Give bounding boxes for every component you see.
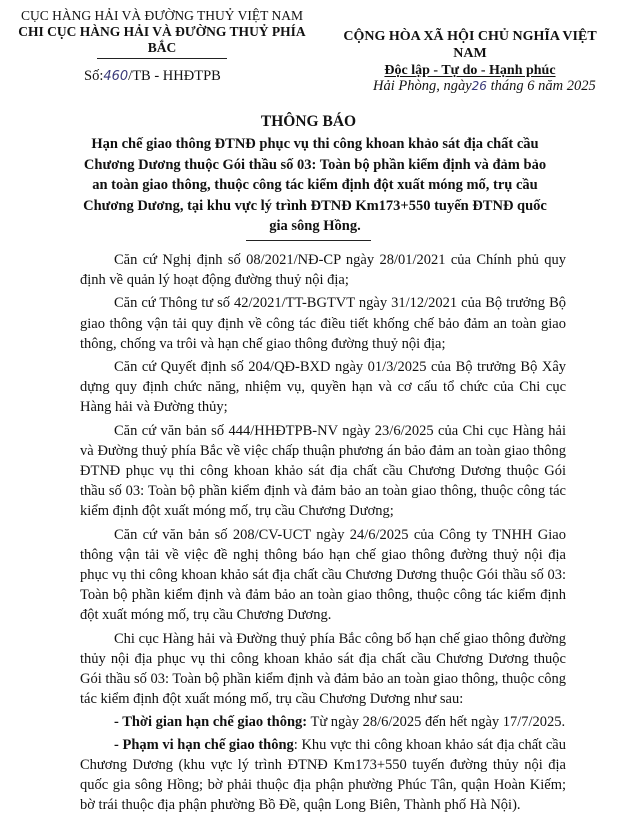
place-date-suffix: tháng 6 năm 2025 — [490, 78, 596, 94]
paragraph: Căn cứ Nghị định số 08/2021/NĐ-CP ngày 28/01/2021 của Chính phủ quy định về quản lý hoạt động đường thuỷ nội địa; — [80, 252, 566, 289]
doc-no-suffix: /TB - HHĐTPB — [128, 68, 221, 84]
restriction-scope-label: - Phạm vi hạn chế giao thông — [114, 736, 294, 753]
paragraph: Căn cứ văn bản số 444/HHĐTPB-NV ngày 23/6/2025 của Chi cục Hàng hải và Đường thuỷ phía Bắc về việc chấp thuận phương án bảo đảm an toàn giao thông ĐTNĐ phục vụ thi công khoan khảo sát địa chất cầu Chương Dương thuộc Gói thầu số 03: Toàn bộ phần kiểm định và đảm bảo an toàn giao thông, thuộc công tác kiểm định đột xuất móng mố, trụ cầu Chương Dương; — [80, 422, 566, 520]
doc-no-handwritten: 460 — [103, 69, 129, 84]
paragraph: Căn cứ Thông tư số 42/2021/TT-BGTVT ngày 31/12/2021 của Bộ trưởng Bộ giao thông vận tải quy định về công tác điều tiết khống chế bảo đảm an toàn giao thông, chống va trôi và hạn chế giao thông đường thuỷ nội địa; — [80, 295, 566, 352]
restriction-time-item — [80, 712, 566, 732]
paragraph: Chi cục Hàng hải và Đường thuỷ phía Bắc công bố hạn chế giao thông đường thủy nội địa phục vụ thi công khoan khảo sát địa chất cầu Chương Dương thuộc Gói thầu số 03: Toàn bộ phần kiểm định và đảm bảo an toàn giao thông, thuộc công tác kiểm định đột xuất móng mố, trụ cầu Chương Dương như sau: — [80, 630, 566, 708]
document-body — [80, 250, 566, 818]
paragraph: Căn cứ Quyết định số 204/QĐ-BXD ngày 01/3/2025 của Bộ trưởng Bộ Xây dựng quy định chức năng, nhiệm vụ, quyền hạn và cơ cấu tổ chức của Chi cục Hàng hải và Đường thủy; — [80, 359, 566, 416]
place-and-date — [373, 78, 596, 95]
document-number — [84, 68, 221, 85]
document-subject: Hạn chế giao thông ĐTNĐ phục vụ thi công khoan khảo sát địa chất cầu Chương Dương thuộc Gói thầu số 03: Toàn bộ phần kiểm định và đảm bảo an toàn giao thông, thuộc công tác kiểm định đột xuất móng mố, trụ cầu Chương Dương, tại khu vực lý trình ĐTNĐ Km173+550 tuyến ĐTNĐ quốc gia sông Hồng. — [83, 136, 547, 234]
day-handwritten: 26 — [471, 79, 487, 93]
nation-name: CỘNG HÒA XÃ HỘI CHỦ NGHĨA VIỆT NAM — [343, 29, 597, 61]
document-title: THÔNG BÁO — [260, 113, 357, 130]
national-motto: Độc lập - Tự do - Hạnh phúc — [384, 63, 556, 78]
restriction-scope-text: : Khu vực thi công khoan khảo sát địa chất cầu Chương Dương (khu vực lý trình ĐTNĐ Km173+550 tuyến đường thủy nội địa quốc gia sông Hồng; bờ phải thuộc địa phận phường Phúc Tân, quận Hoàn Kiếm; bờ trái thuộc địa phận phường Bồ Đề, quận Long Biên, Thành phố Hà Nội). — [80, 736, 566, 814]
restriction-time-text: Từ ngày 28/6/2025 đến hết ngày 17/7/2025. — [307, 714, 566, 731]
restriction-time-label: - Thời gian hạn chế giao thông: — [114, 714, 308, 731]
restriction-scope-item — [80, 735, 566, 816]
place-date-prefix: Hải Phòng, ngày — [373, 78, 472, 94]
agency-divider — [97, 58, 227, 59]
doc-no-prefix: Số: — [84, 68, 104, 84]
paragraph: Căn cứ văn bản số 208/CV-UCT ngày 24/6/2025 của Công ty TNHH Giao thông vận tải về việc đề nghị thông báo hạn chế giao thông đường thuỷ nội địa phục vụ thi công khoan khảo sát địa chất cầu Chương Dương thuộc Gói thầu số 03: Toàn bộ phần kiểm định và đảm bảo an toàn giao thông, thuộc công tác kiểm định đột xuất móng mố, trụ cầu Chương Dương. — [80, 526, 566, 624]
agency-name: CHI CỤC HÀNG HẢI VÀ ĐƯỜNG THUỶ PHÍA BẮC — [18, 24, 306, 55]
issuing-agency-block — [12, 8, 312, 59]
parent-agency-name: CỤC HÀNG HẢI VÀ ĐƯỜNG THUỶ VIỆT NAM — [20, 8, 304, 23]
national-header-block — [330, 28, 610, 79]
subject-divider — [246, 240, 371, 241]
